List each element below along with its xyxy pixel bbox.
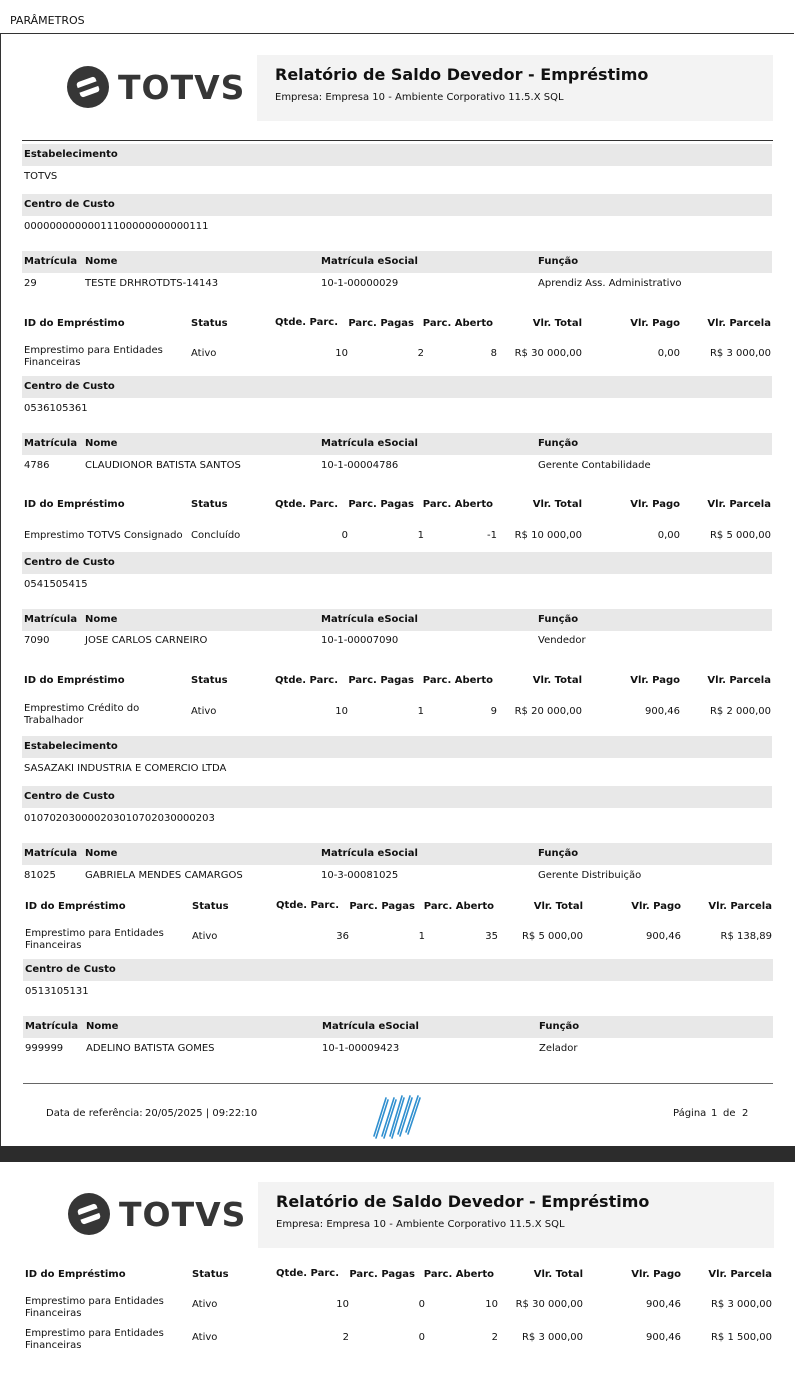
loan-id: Emprestimo Crédito do Trabalhador bbox=[24, 703, 140, 726]
estabelecimento-value: TOTVS bbox=[24, 171, 58, 182]
col-matricula-esocial: Matrícula eSocial bbox=[322, 1021, 419, 1032]
totvs-logo bbox=[67, 1192, 246, 1236]
employee-funcao: Gerente Distribuição bbox=[538, 870, 642, 881]
loan-status: Ativo bbox=[192, 1332, 218, 1343]
loan-id: Emprestimo para Entidades Financeiras bbox=[25, 1328, 164, 1351]
page-total: 2 bbox=[742, 1108, 749, 1119]
loan-qtde: 2 bbox=[342, 1332, 349, 1343]
loan-pagas: 0 bbox=[418, 1332, 425, 1343]
col-matricula: Matrícula bbox=[24, 614, 78, 625]
col-parc-aberto: Parc. Aberto bbox=[422, 675, 493, 686]
centro-custo-value: 00000000000011100000000000111 bbox=[24, 221, 209, 232]
loan-qtde: 10 bbox=[336, 1299, 349, 1310]
totvs-stripes-icon bbox=[368, 1090, 428, 1142]
col-status: Status bbox=[192, 1269, 229, 1280]
col-parc-aberto: Parc. Aberto bbox=[422, 499, 493, 510]
employee-esocial: 10-1-00004786 bbox=[321, 460, 399, 471]
col-funcao: Função bbox=[538, 256, 579, 267]
loan-qtde: 0 bbox=[341, 530, 348, 541]
loan-pago: 0,00 bbox=[657, 348, 680, 359]
col-vlr-parcela: Vlr. Parcela bbox=[707, 675, 771, 686]
centro-custo-value: 0541505415 bbox=[24, 579, 88, 590]
col-vlr-pago: Vlr. Pago bbox=[630, 318, 680, 329]
loan-total: R$ 3 000,00 bbox=[521, 1332, 583, 1343]
totvs-logo bbox=[66, 65, 245, 109]
section-band bbox=[22, 144, 772, 166]
col-id-emprestimo: ID do Empréstimo bbox=[24, 499, 125, 510]
loan-status: Ativo bbox=[191, 348, 217, 359]
col-vlr-parcela: Vlr. Parcela bbox=[708, 901, 772, 912]
loan-parcela: R$ 138,89 bbox=[720, 931, 772, 942]
parameters-label[interactable]: PARÂMETROS bbox=[10, 14, 85, 27]
loan-status: Concluído bbox=[191, 530, 241, 541]
loan-total: R$ 20 000,00 bbox=[514, 706, 582, 717]
header-rule bbox=[22, 140, 773, 141]
employee-nome: JOSE CARLOS CARNEIRO bbox=[85, 635, 208, 646]
col-vlr-total: Vlr. Total bbox=[532, 499, 582, 510]
employee-matricula: 29 bbox=[24, 278, 37, 289]
page-number: 1 bbox=[711, 1108, 718, 1119]
col-nome: Nome bbox=[85, 614, 118, 625]
col-matricula: Matrícula bbox=[24, 256, 78, 267]
employee-matricula: 7090 bbox=[24, 635, 50, 646]
loan-pagas: 1 bbox=[417, 706, 424, 717]
employee-matricula: 999999 bbox=[25, 1043, 64, 1054]
col-parc-pagas: Parc. Pagas bbox=[348, 499, 414, 510]
footer-rule bbox=[23, 1083, 773, 1084]
reference-date-value: 20/05/2025 | 09:22:10 bbox=[145, 1108, 258, 1119]
col-parc-aberto: Parc. Aberto bbox=[423, 901, 494, 912]
label-centro-custo: Centro de Custo bbox=[25, 964, 116, 975]
loan-status: Ativo bbox=[191, 706, 217, 717]
centro-custo-value: 010702030000203010702030000203 bbox=[24, 813, 215, 824]
loan-aberto: -1 bbox=[487, 530, 497, 541]
col-parc-aberto: Parc. Aberto bbox=[423, 1269, 494, 1280]
label-estabelecimento: Estabelecimento bbox=[24, 149, 118, 160]
employee-funcao: Gerente Contabilidade bbox=[538, 460, 651, 471]
col-matricula-esocial: Matrícula eSocial bbox=[321, 848, 418, 859]
col-qtde-parc: Qtde. Parc. bbox=[276, 1268, 339, 1279]
section-band bbox=[23, 959, 773, 981]
employee-esocial: 10-1-00009423 bbox=[322, 1043, 400, 1054]
section-band bbox=[22, 736, 772, 758]
loan-pago: 900,46 bbox=[646, 1299, 681, 1310]
loan-pago: 900,46 bbox=[645, 706, 680, 717]
col-matricula: Matrícula bbox=[24, 438, 78, 449]
col-nome: Nome bbox=[85, 438, 118, 449]
loan-pago: 900,46 bbox=[646, 931, 681, 942]
section-band bbox=[22, 786, 772, 808]
col-funcao: Função bbox=[538, 848, 579, 859]
loan-aberto: 9 bbox=[490, 706, 497, 717]
label-centro-custo: Centro de Custo bbox=[24, 557, 115, 568]
report-title: Relatório de Saldo Devedor - Empréstimo bbox=[275, 65, 649, 84]
col-parc-pagas: Parc. Pagas bbox=[349, 1269, 415, 1280]
loan-parcela: R$ 3 000,00 bbox=[709, 348, 771, 359]
loan-aberto: 2 bbox=[491, 1332, 498, 1343]
estabelecimento-value: SASAZAKI INDUSTRIA E COMERCIO LTDA bbox=[24, 763, 227, 774]
col-id-emprestimo: ID do Empréstimo bbox=[25, 1269, 126, 1280]
col-matricula-esocial: Matrícula eSocial bbox=[321, 438, 418, 449]
employee-esocial: 10-3-00081025 bbox=[321, 870, 399, 881]
col-vlr-total: Vlr. Total bbox=[532, 675, 582, 686]
loan-parcela: R$ 3 000,00 bbox=[710, 1299, 772, 1310]
col-qtde-parc: Qtde. Parc. bbox=[275, 317, 338, 328]
loan-status: Ativo bbox=[192, 1299, 218, 1310]
report-company: Empresa: Empresa 10 - Ambiente Corporativo 11.5.X SQL bbox=[276, 1219, 565, 1230]
employee-matricula: 4786 bbox=[24, 460, 50, 471]
col-matricula: Matrícula bbox=[24, 848, 78, 859]
col-nome: Nome bbox=[85, 848, 118, 859]
label-centro-custo: Centro de Custo bbox=[24, 381, 115, 392]
col-vlr-total: Vlr. Total bbox=[533, 901, 583, 912]
col-qtde-parc: Qtde. Parc. bbox=[276, 900, 339, 911]
loan-pagas: 1 bbox=[418, 931, 425, 942]
loan-total: R$ 30 000,00 bbox=[515, 1299, 583, 1310]
col-vlr-pago: Vlr. Pago bbox=[630, 499, 680, 510]
col-id-emprestimo: ID do Empréstimo bbox=[24, 318, 125, 329]
loan-total: R$ 10 000,00 bbox=[514, 530, 582, 541]
employee-nome: TESTE DRHROTDTS-14143 bbox=[85, 278, 219, 289]
page-of: de bbox=[723, 1108, 736, 1119]
employee-nome: CLAUDIONOR BATISTA SANTOS bbox=[85, 460, 241, 471]
col-parc-pagas: Parc. Pagas bbox=[348, 675, 414, 686]
report-company: Empresa: Empresa 10 - Ambiente Corporativo 11.5.X SQL bbox=[275, 92, 564, 103]
col-matricula-esocial: Matrícula eSocial bbox=[321, 614, 418, 625]
employee-funcao: Aprendiz Ass. Administrativo bbox=[538, 278, 682, 289]
employee-esocial: 10-1-00007090 bbox=[321, 635, 399, 646]
col-vlr-pago: Vlr. Pago bbox=[630, 675, 680, 686]
col-status: Status bbox=[191, 318, 228, 329]
totvs-logo-icon bbox=[66, 65, 110, 109]
col-qtde-parc: Qtde. Parc. bbox=[275, 499, 338, 510]
col-status: Status bbox=[191, 675, 228, 686]
brand-wordmark: TOTVS bbox=[119, 1194, 247, 1234]
report-title: Relatório de Saldo Devedor - Empréstimo bbox=[276, 1192, 650, 1211]
loan-pago: 0,00 bbox=[657, 530, 680, 541]
col-parc-pagas: Parc. Pagas bbox=[349, 901, 415, 912]
loan-parcela: R$ 2 000,00 bbox=[709, 706, 771, 717]
employee-nome: ADELINO BATISTA GOMES bbox=[86, 1043, 215, 1054]
loan-pagas: 1 bbox=[417, 530, 424, 541]
col-vlr-parcela: Vlr. Parcela bbox=[707, 499, 771, 510]
section-band bbox=[22, 194, 772, 216]
loan-aberto: 10 bbox=[485, 1299, 498, 1310]
loan-qtde: 36 bbox=[336, 931, 349, 942]
loan-total: R$ 5 000,00 bbox=[521, 931, 583, 942]
col-status: Status bbox=[192, 901, 229, 912]
col-vlr-parcela: Vlr. Parcela bbox=[708, 1269, 772, 1280]
loan-total: R$ 30 000,00 bbox=[514, 348, 582, 359]
centro-custo-value: 0536105361 bbox=[24, 403, 88, 414]
totvs-logo-icon bbox=[67, 1192, 111, 1236]
col-funcao: Função bbox=[538, 614, 579, 625]
reference-date-label: Data de referência: bbox=[46, 1108, 143, 1119]
employee-esocial: 10-1-00000029 bbox=[321, 278, 399, 289]
col-qtde-parc: Qtde. Parc. bbox=[275, 675, 338, 686]
col-vlr-pago: Vlr. Pago bbox=[631, 901, 681, 912]
label-centro-custo: Centro de Custo bbox=[24, 791, 115, 802]
brand-wordmark: TOTVS bbox=[118, 67, 246, 107]
centro-custo-value: 0513105131 bbox=[25, 986, 89, 997]
loan-status: Ativo bbox=[192, 931, 218, 942]
employee-funcao: Vendedor bbox=[538, 635, 586, 646]
loan-aberto: 8 bbox=[490, 348, 497, 359]
section-band bbox=[22, 552, 772, 574]
loan-qtde: 10 bbox=[335, 706, 348, 717]
col-vlr-total: Vlr. Total bbox=[533, 1269, 583, 1280]
col-parc-pagas: Parc. Pagas bbox=[348, 318, 414, 329]
col-id-emprestimo: ID do Empréstimo bbox=[24, 675, 125, 686]
loan-parcela: R$ 1 500,00 bbox=[710, 1332, 772, 1343]
col-vlr-pago: Vlr. Pago bbox=[631, 1269, 681, 1280]
col-matricula-esocial: Matrícula eSocial bbox=[321, 256, 418, 267]
loan-qtde: 10 bbox=[335, 348, 348, 359]
col-funcao: Função bbox=[538, 438, 579, 449]
page-divider bbox=[0, 1146, 795, 1162]
col-vlr-total: Vlr. Total bbox=[532, 318, 582, 329]
employee-funcao: Zelador bbox=[539, 1043, 578, 1054]
loan-id: Emprestimo TOTVS Consignado bbox=[24, 530, 183, 541]
loan-pago: 900,46 bbox=[646, 1332, 681, 1343]
col-id-emprestimo: ID do Empréstimo bbox=[25, 901, 126, 912]
report-title-box bbox=[257, 55, 773, 121]
loan-id: Emprestimo para Entidades Financeiras bbox=[25, 1296, 164, 1319]
col-funcao: Função bbox=[539, 1021, 580, 1032]
col-matricula: Matrícula bbox=[25, 1021, 79, 1032]
report-title-box bbox=[258, 1182, 774, 1248]
employee-nome: GABRIELA MENDES CAMARGOS bbox=[85, 870, 243, 881]
col-vlr-parcela: Vlr. Parcela bbox=[707, 318, 771, 329]
loan-pagas: 2 bbox=[417, 348, 424, 359]
col-nome: Nome bbox=[85, 256, 118, 267]
page-label: Página bbox=[673, 1108, 707, 1119]
section-band bbox=[22, 376, 772, 398]
label-estabelecimento: Estabelecimento bbox=[24, 741, 118, 752]
col-parc-aberto: Parc. Aberto bbox=[422, 318, 493, 329]
col-nome: Nome bbox=[86, 1021, 119, 1032]
loan-id: Emprestimo para Entidades Financeiras bbox=[25, 928, 164, 951]
loan-pagas: 0 bbox=[418, 1299, 425, 1310]
loan-parcela: R$ 5 000,00 bbox=[709, 530, 771, 541]
label-centro-custo: Centro de Custo bbox=[24, 199, 115, 210]
col-status: Status bbox=[191, 499, 228, 510]
loan-aberto: 35 bbox=[485, 931, 498, 942]
loan-id: Emprestimo para Entidades Financeiras bbox=[24, 345, 163, 368]
employee-matricula: 81025 bbox=[24, 870, 56, 881]
